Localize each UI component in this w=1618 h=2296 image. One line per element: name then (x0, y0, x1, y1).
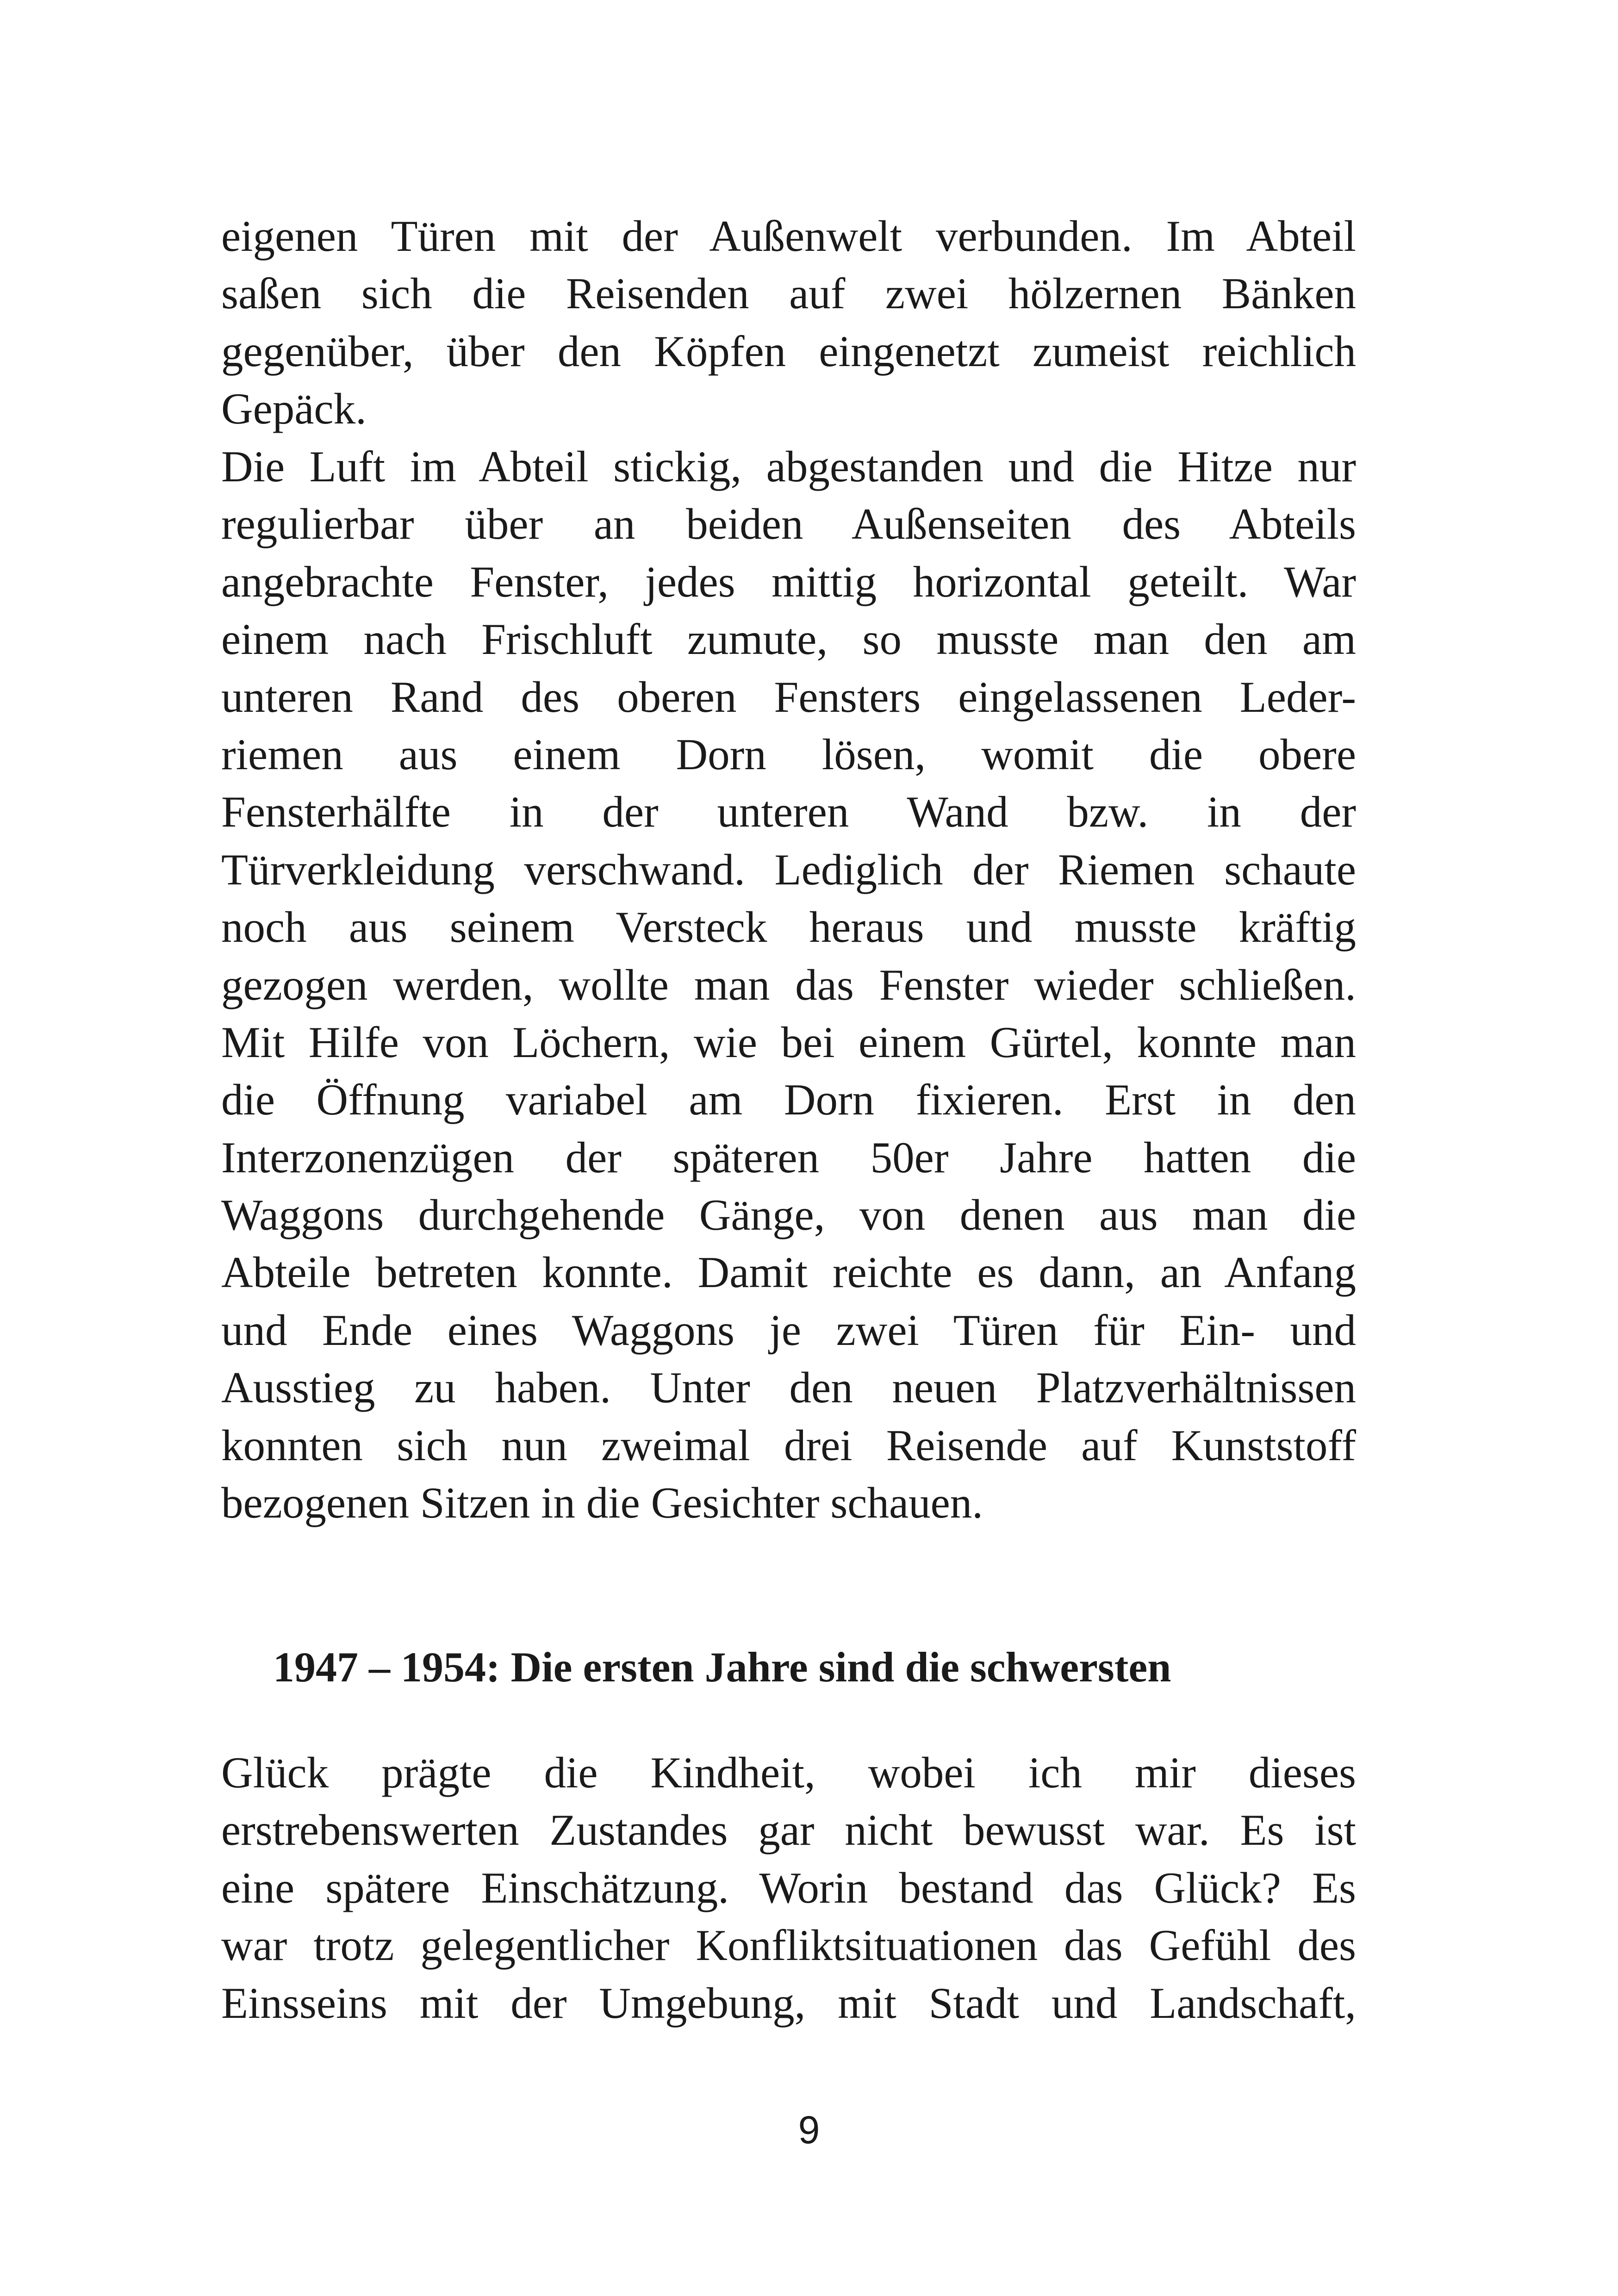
paragraph-2 (221, 438, 1356, 1531)
text-line: riemen aus einem Dorn lösen, womit die obere (221, 729, 1356, 779)
text-line: einem nach Frischluft zumute, so musste man den am (221, 615, 1356, 664)
text-line: eine spätere Einschätzung. Worin bestand das Glück? Es (221, 1863, 1356, 1912)
text-line: und Ende eines Waggons je zwei Türen für Ein- und (221, 1305, 1356, 1355)
text-line: unteren Rand des oberen Fensters eingelassenen Leder- (221, 672, 1356, 722)
paragraph-1 (221, 207, 1356, 438)
text-line: konnten sich nun zweimal drei Reisende auf Kunststoff (221, 1420, 1356, 1470)
text-line: war trotz gelegentlicher Konfliktsituationen das Gefühl des (221, 1921, 1356, 1970)
text-line: eigenen Türen mit der Außenwelt verbunden. Im Abteil (221, 212, 1356, 261)
text-line: Gepäck. (221, 384, 367, 434)
text-line: Mit Hilfe von Löchern, wie bei einem Gürtel, konnte man (221, 1017, 1356, 1067)
text-line: Fensterhälfte in der unteren Wand bzw. in der (221, 787, 1356, 837)
text-line: noch aus seinem Versteck heraus und musste kräftig (221, 902, 1356, 952)
text-line: angebrachte Fenster, jedes mittig horizontal geteilt. War (221, 557, 1356, 606)
text-line: Türverkleidung verschwand. Lediglich der Riemen schaute (221, 845, 1356, 894)
text-line: regulierbar über an beiden Außenseiten des Abteils (221, 499, 1356, 549)
text-line: Einsseins mit der Umgebung, mit Stadt und Landschaft, (221, 1978, 1356, 2028)
text-line: gezogen werden, wollte man das Fenster wieder schließen. (221, 960, 1356, 1009)
paragraph-3 (221, 1744, 1356, 2032)
text-line: die Öffnung variabel am Dorn fixieren. Erst in den (221, 1075, 1356, 1125)
text-line: Ausstieg zu haben. Unter den neuen Platzverhältnissen (221, 1363, 1356, 1412)
text-line: Waggons durchgehende Gänge, von denen aus man die (221, 1190, 1356, 1240)
text-line: Glück prägte die Kindheit, wobei ich mir dieses (221, 1748, 1356, 1797)
text-line: Die Luft im Abteil stickig, abgestanden und die Hitze nur (221, 442, 1356, 491)
section-heading: 1947 – 1954: Die ersten Jahre sind die schwersten (273, 1643, 1171, 1691)
text-line: saßen sich die Reisenden auf zwei hölzernen Bänken (221, 269, 1356, 318)
text-line: gegenüber, über den Köpfen eingenetzt zumeist reichlich (221, 326, 1356, 376)
page-number: 9 (798, 2108, 820, 2152)
text-line: bezogenen Sitzen in die Gesichter schauen. (221, 1478, 983, 1528)
text-line: Interzonenzügen der späteren 50er Jahre hatten die (221, 1132, 1356, 1182)
text-line: Abteile betreten konnte. Damit reichte es dann, an Anfang (221, 1248, 1356, 1297)
text-line: erstrebenswerten Zustandes gar nicht bewusst war. Es ist (221, 1805, 1356, 1855)
